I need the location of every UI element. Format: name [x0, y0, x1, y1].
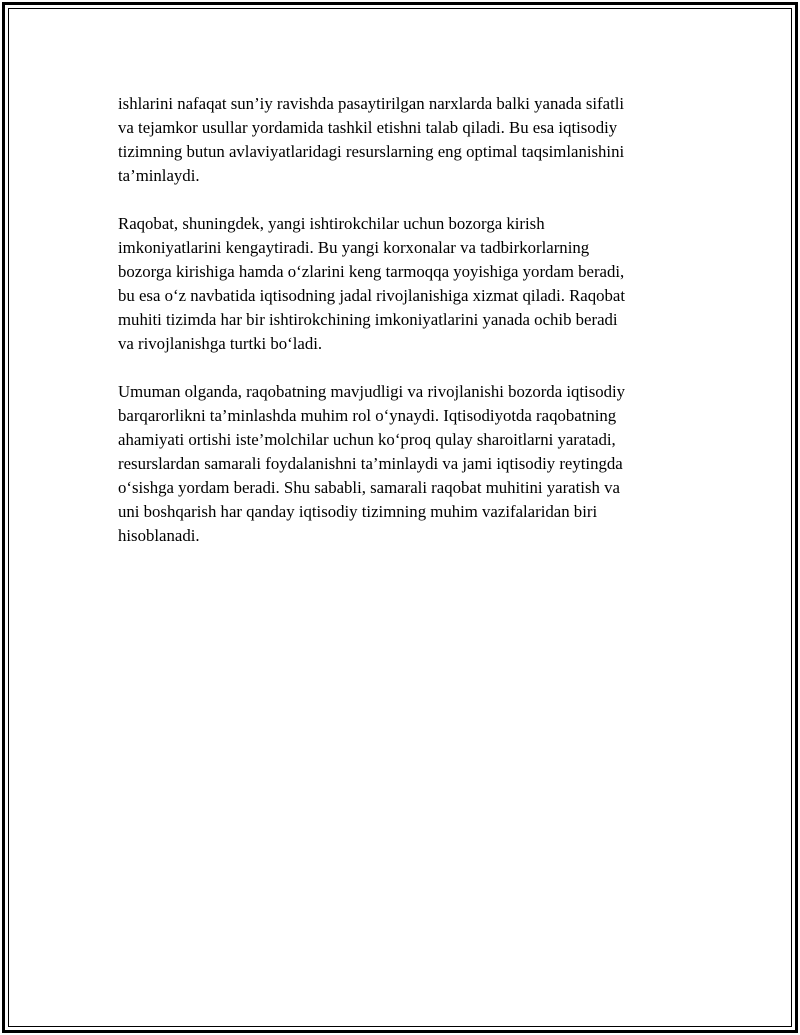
document-body — [118, 92, 684, 572]
text-line: resurslardan samarali foydalanishni ta’minlaydi va jami iqtisodiy reytingda — [118, 454, 623, 473]
text-line: uni boshqarish har qanday iqtisodiy tizimning muhim vazifalaridan biri — [118, 502, 598, 521]
text-line: muhiti tizimda har bir ishtirokchining imkoniyatlarini yanada ochib beradi — [118, 310, 618, 329]
text-line: imkoniyatlarini kengaytiradi. Bu yangi korxonalar va tadbirkorlarning — [118, 238, 590, 257]
text-line: bu esa o‘z navbatida iqtisodning jadal rivojlanishiga xizmat qiladi. Raqobat — [118, 286, 626, 305]
paragraph-3 — [118, 380, 684, 548]
text-line: bozorga kirishiga hamda o‘zlarini keng tarmoqqa yoyishiga yordam beradi, — [118, 262, 625, 281]
text-line: ishlarini nafaqat sun’iy ravishda pasaytirilgan narxlarda balki yanada sifatli — [118, 94, 625, 113]
text-line: Raqobat, shuningdek, yangi ishtirokchilar uchun bozorga kirish — [118, 214, 545, 233]
text-line: tizimning butun avlaviyatlaridagi resurslarning eng optimal taqsimlanishini — [118, 142, 625, 161]
paragraph-2 — [118, 212, 684, 356]
text-line: Umuman olganda, raqobatning mavjudligi va rivojlanishi bozorda iqtisodiy — [118, 382, 626, 401]
text-line: hisoblanadi. — [118, 526, 200, 545]
text-line: barqarorlikni ta’minlashda muhim rol o‘ynaydi. Iqtisodiyotda raqobatning — [118, 406, 617, 425]
text-line: ta’minlaydi. — [118, 166, 200, 185]
text-line: ahamiyati ortishi iste’molchilar uchun ko‘proq qulay sharoitlarni yaratadi, — [118, 430, 616, 449]
paragraph-1 — [118, 92, 684, 188]
text-line: va tejamkor usullar yordamida tashkil etishni talab qiladi. Bu esa iqtisodiy — [118, 118, 618, 137]
text-line: va rivojlanishga turtki bo‘ladi. — [118, 334, 323, 353]
text-line: o‘sishga yordam beradi. Shu sababli, samarali raqobat muhitini yaratish va — [118, 478, 620, 497]
